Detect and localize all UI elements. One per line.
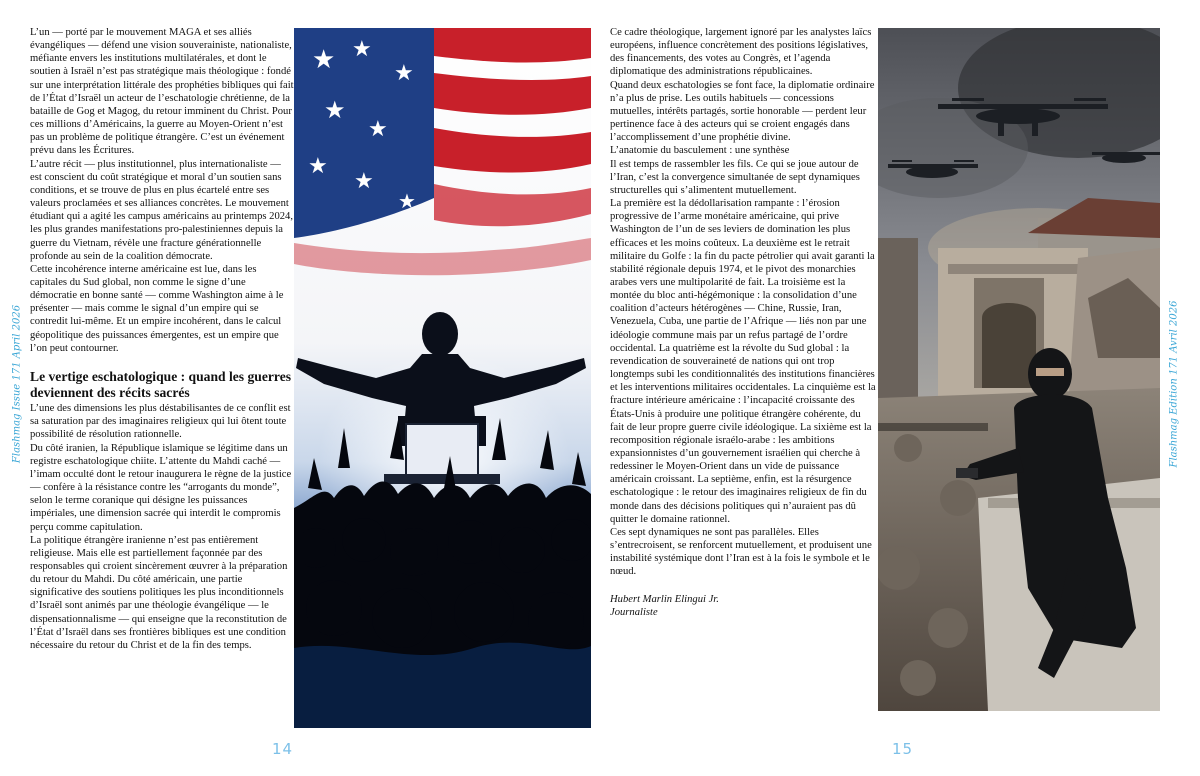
svg-text:★: ★ [324,96,346,124]
right-paragraph-3: Il est temps de rassembler les fils. Ce qui se joue autour de l’Iran, c’est la convergence simultanée de sept dynamiques structurelles qui s’alimentent mutuellement. [610,158,860,196]
svg-text:★: ★ [354,169,374,194]
svg-text:★: ★ [368,117,388,142]
svg-text:★: ★ [352,37,372,62]
drone-war-photo [878,28,1160,711]
rally-illustration-svg [294,28,591,728]
left-paragraph-1: L’un — porté par le mouvement MAGA et ses alliés évangéliques — défend une vision souverainiste, nationaliste, méfiante envers les institutions multilatérales, et dont le soutien à Israël n’est pas stratégique mais théologique : fondé sur une interprétation littérale des prophéties bibliques qui fait de l’État d’Israël un acteur de l’eschatologie chrétienne, de la bataille de Gog et Magog, du retour imminent du Christ. Pour ces millions d’Américains, la guerre au Moyen-Orient n’est pas un problème de politique étrangère. C’est un événement prévu dans les Écritures. [30,27,294,157]
page-number-right: 15 [892,740,914,758]
left-text-column [30,26,294,652]
right-paragraph-1: Ce cadre théologique, largement ignoré par les analystes laïcs européens, influence concrètement des positions législatives, des financements, des votes au Congrès, et l’agenda diplomatique des administrations républicaines. [610,27,872,78]
svg-text:★: ★ [394,61,414,86]
right-text-column [610,26,876,619]
author-role: Journaliste [610,606,658,618]
left-paragraph-2: L’autre récit — plus institutionnel, plus internationaliste — est conscient du coût stratégique et moral d’un soutien sans conditions, et se trouve de plus en plus écartelé entre ses valeurs proclamées et ses alliances concrètes. Le mouvement étudiant qui a agité les campus américains au printemps 2024, les plus grandes manifestations pro-palestiniennes depuis la guerre du Vietnam, révèle une fracture générationnelle profonde au sein de la coalition démocrate. [30,158,294,262]
right-side-label-text: Flashmag Edition 171 Avril 2026 [1168,300,1180,468]
svg-text:★: ★ [398,189,416,213]
left-paragraph-3: Cette incohérence interne américaine est lue, dans les capitales du Sud global, non comme le signe d’une démocratie en bonne santé — comme Washington aime à le présenter — mais comme le signal d’un empire qui se contredit lui-même. Et un empire incohérent, dans le calcul géopolitique des puissances émergentes, est un empire que l’on peut contourner. [30,263,284,354]
right-paragraph-4: La première est la dédollarisation rampante : l’érosion progressive de l’arme monétaire américaine, qui prive Washington de l’un de ses leviers de domination les plus efficaces et les moins coûteux. La deuxième est le retrait militaire du Golfe : la fin du pacte pétrolier qui avait garanti la stabilité régionale depuis 1974, et le pivot des monarchies arabes vers une multipolarité de fait. La troisième est la montée du bloc anti-hégémonique : la consolidation d’une coalition d’acteurs hétérogènes — Chine, Russie, Iran, Venezuela, Cuba, une partie de l’Afrique — liés non par une idéologie commune mais par un refus partagé de l’ordre occidental. La quatrième est la révolte du Sud global : la revendication de souveraineté de nations qui ont trop longtemps subi les conditionnalités des institutions financières et les interventions militaires occidentales. La cinquième est la fracture intérieure américaine : l’incapacité croissante des États-Unis à produire une politique étrangère cohérente, du fait de leur propre guerre civile idéologique. La sixième est la recomposition régionale israélo-arabe : les ambitions expansionnistes d’un gouvernement israélien qui cherche à redessiner le Moyen-Orient dans un vide de puissance américain croissant. La septième, enfin, est la résurgence eschatologique : le retour des imaginaires religieux de fin du monde dans des décisions politiques qui n’auraient pas dû quitter le domaine rationnel. [610,198,876,525]
left-paragraph-4: L’une des dimensions les plus déstabilisantes de ce conflit est sa saturation par des imaginaires religieux qui lui ôtent toute possibilité de résolution rationnelle. [30,403,291,441]
svg-text:★: ★ [308,154,328,179]
drone-war-photo-svg [878,28,1160,711]
right-subheading: L’anatomie du basculement : une synthèse [610,145,790,157]
author-name: Hubert Marlin Elingui Jr. [610,593,719,605]
section-heading: Le vertige eschatologique : quand les guerres deviennent des récits sacrés [30,368,292,400]
left-side-label-text: Flashmag Issue 171 April 2026 [11,304,23,464]
left-paragraph-6: La politique étrangère iranienne n’est pas entièrement religieuse. Mais elle est partiellement façonnée par des responsables qui croient sincèrement œuvrer à la préparation du retour du Mahdi. Du côté américain, une partie significative des soutiens politiques les plus inconditionnels d’Israël sont animés par une théologie évangélique — le dispensationnalisme — qui enseigne que la reconstitution de l’État d’Israël dans ses frontières bibliques est une condition nécessaire du retour du Christ et de la fin des temps. [30,534,288,651]
right-paragraph-5: Ces sept dynamiques ne sont pas parallèles. Elles s’entrecroisent, se renforcent mutuellement, et produisent une instabilité systémique dont l’Iran est à la fois le symbole et le nœud. [610,526,872,578]
rally-illustration [294,28,591,728]
right-paragraph-2: Quand deux eschatologies se font face, la diplomatie ordinaire n’a plus de prise. Les outils habituels — concessions mutuelles, intérêts partagés, sortie honorable — perdent leur pertinence face à des acteurs qui se croient engagés dans l’accomplissement d’une prophétie divine. [610,79,875,144]
svg-text:★: ★ [312,45,336,75]
left-paragraph-5: Du côté iranien, la République islamique se légitime dans un registre eschatologique chiite. L’attente du Mahdi caché — l’imam occulté dont le retour inaugurera le règne de la justice — confère à la résistance contre les “arrogants du monde”, selon le terme coranique qui désigne les puissances impériales, une dimension sacrée qui interdit le compromis perçu comme capitulation. [30,442,292,533]
page-number-left: 14 [272,740,294,758]
